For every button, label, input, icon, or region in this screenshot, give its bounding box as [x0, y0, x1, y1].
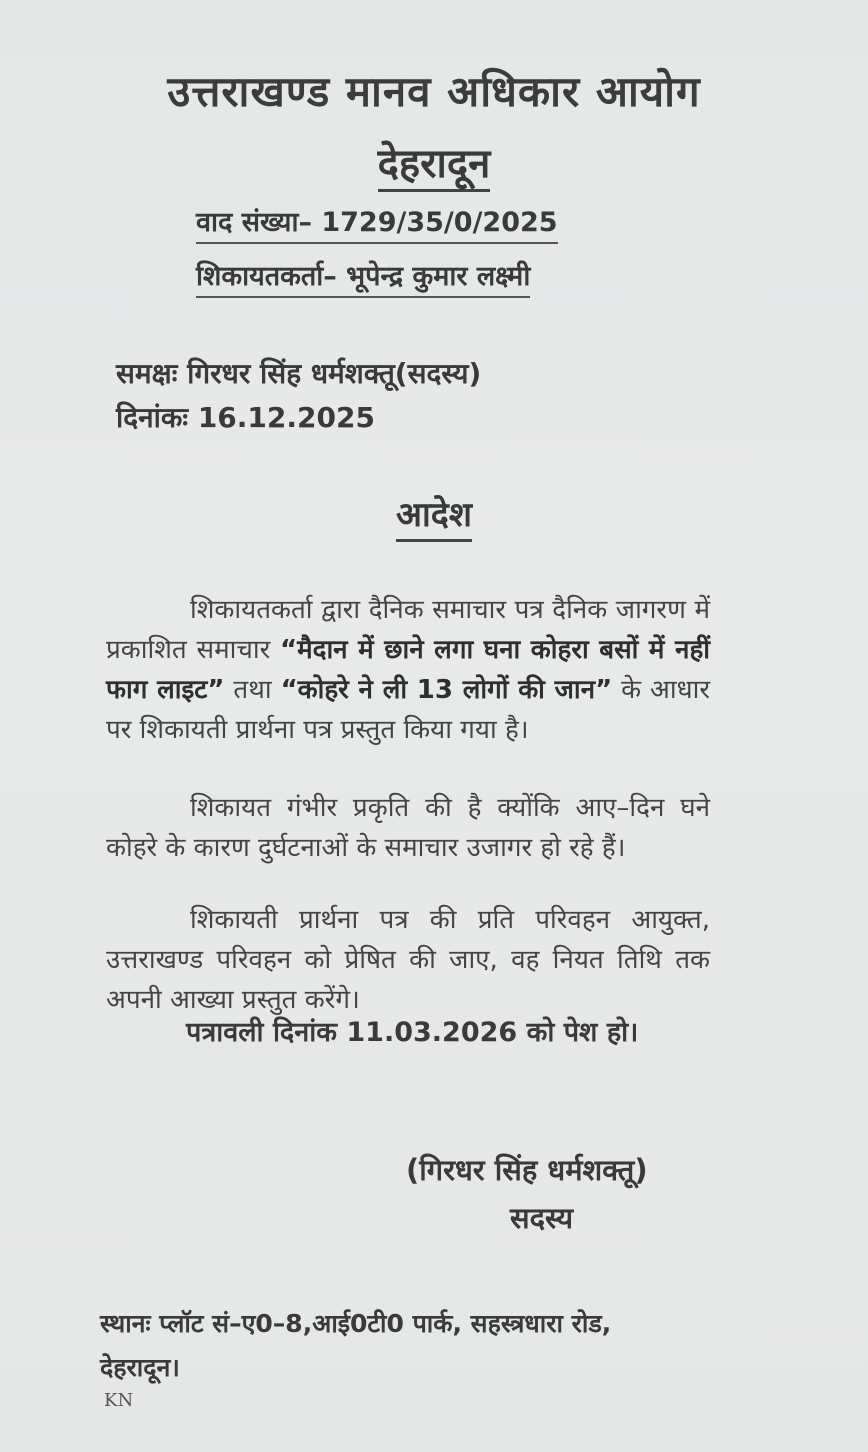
- presiding-member: समक्षः गिरधर सिंह धर्मशक्तू(सदस्य): [116, 357, 482, 390]
- order-paragraph-3: शिकायती प्रार्थना पत्र की प्रति परिवहन आयुक्त, उत्तराखण्ड परिवहन को प्रेषित की जाए, वह नियत तिथि तक अपनी आख्या प्रस्तुत करेंगे।: [106, 905, 710, 1015]
- signatory-role: सदस्य: [510, 1201, 574, 1235]
- office-address: स्थानः प्लॉट सं–ए0–8,आई0टी0 पार्क, सहस्त्रधारा रोड,: [100, 1309, 612, 1338]
- order-paragraph-1: [106, 590, 710, 750]
- typist-initials: KN: [104, 1390, 134, 1411]
- para1-text-a: शिकायतकर्ता द्वारा दैनिक समाचार पत्र दैनिक जागरण में प्रकाशित समाचार: [106, 595, 710, 665]
- para1-text-c: तथा: [224, 675, 281, 705]
- city-heading: [0, 134, 868, 189]
- office-city: देहरादून।: [100, 1353, 180, 1382]
- commission-name: उत्तराखण्ड मानव अधिकार आयोग: [167, 67, 701, 116]
- news-headline-2: “कोहरे ने ली 13 लोगों की जान”: [280, 675, 613, 705]
- para1-text-e: के आधार पर शिकायती प्रार्थना पत्र प्रस्तुत किया गया है।: [106, 675, 710, 745]
- order-title: आदेश: [396, 495, 472, 542]
- order-date: दिनांकः 16.12.2025: [116, 401, 375, 434]
- complainant-line: शिकायतकर्ता– भूपेन्द्र कुमार लक्ष्मी: [196, 256, 530, 298]
- case-number: वाद संख्या– 1729/35/0/2025: [196, 202, 558, 244]
- order-paragraph-2: शिकायत गंभीर प्रकृति की है क्योंकि आए–दिन घने कोहरे के कारण दुर्घटनाओं के समाचार उजागर हो रहे हैं।: [106, 793, 710, 863]
- signatory-name: (गिरधर सिंह धर्मशक्तू): [406, 1153, 648, 1187]
- city-name: देहरादून: [378, 141, 491, 192]
- order-title-block: [0, 490, 868, 536]
- news-headline-1: “मैदान में छाने लगा घना कोहरा बसों में नहीं फाग लाइट”: [106, 635, 711, 705]
- next-hearing-date: पत्रावली दिनांक 11.03.2026 को पेश हो।: [186, 1017, 639, 1048]
